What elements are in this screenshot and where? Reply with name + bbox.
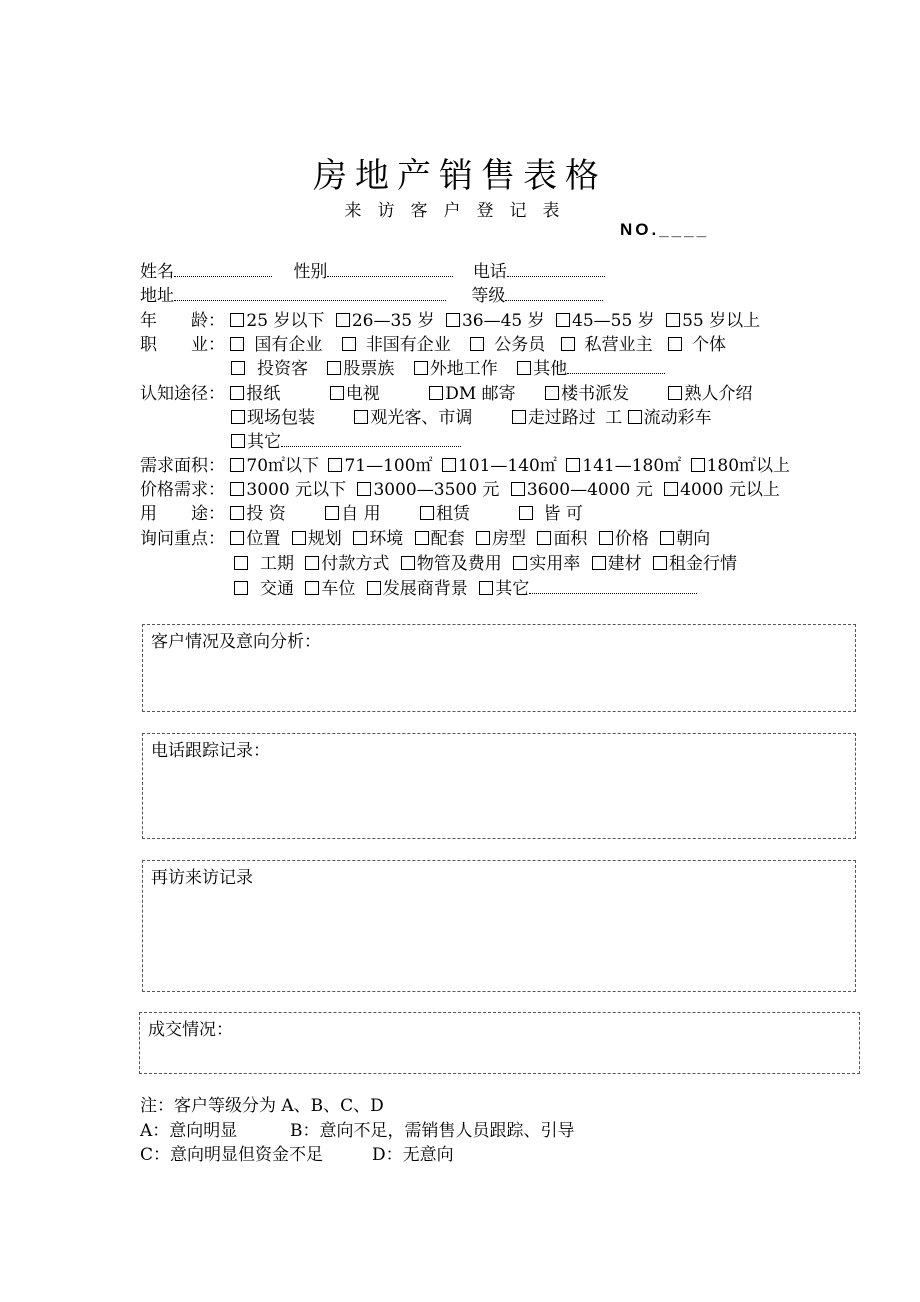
checkbox[interactable] <box>664 482 678 496</box>
concern-option[interactable]: 实用率 <box>513 552 580 576</box>
checkbox[interactable] <box>479 581 493 595</box>
occupation-option[interactable]: 外地工作 <box>414 357 498 381</box>
checkbox[interactable] <box>357 482 371 496</box>
checkbox[interactable] <box>230 531 244 545</box>
form-number: NO.____ <box>620 220 710 239</box>
checkbox[interactable] <box>230 458 244 472</box>
occupation-row-1 <box>140 333 732 357</box>
checkbox[interactable] <box>556 313 570 327</box>
area-option[interactable]: 141—180㎡ <box>566 454 681 478</box>
form-title: 房地产销售表格 <box>313 156 607 196</box>
analysis-label: 客户情况及意向分析： <box>151 632 321 652</box>
concern-option[interactable]: 建材 <box>592 552 642 576</box>
form-subtitle: 来访客户登记表 <box>344 201 576 221</box>
checkbox[interactable] <box>599 531 613 545</box>
checkbox[interactable] <box>230 386 244 400</box>
deal-box[interactable] <box>139 1012 860 1074</box>
concern-option[interactable]: 工期 <box>234 552 294 576</box>
checkbox[interactable] <box>230 482 244 496</box>
price-option[interactable]: 3000—3500 元 <box>357 478 499 502</box>
purpose-label: 用 途： <box>140 504 225 524</box>
address-row <box>140 284 603 308</box>
area-option[interactable]: 71—100㎡ <box>328 454 432 478</box>
concern-option[interactable]: 物管及费用 <box>401 552 502 576</box>
area-row <box>140 454 796 478</box>
area-option[interactable]: 70㎡以下 <box>230 454 319 478</box>
checkbox[interactable] <box>327 361 341 375</box>
price-row <box>140 478 786 502</box>
checkbox[interactable] <box>668 337 682 351</box>
checkbox[interactable] <box>668 386 682 400</box>
phone-label: 电话 <box>472 262 507 282</box>
awareness-option[interactable]: 电视 <box>330 382 380 406</box>
concern-option[interactable]: 面积 <box>537 527 587 551</box>
age-row <box>140 309 766 333</box>
analysis-box[interactable] <box>142 624 856 712</box>
concern-option[interactable]: 环境 <box>353 527 403 551</box>
checkbox[interactable] <box>414 361 428 375</box>
checkbox[interactable] <box>325 506 339 520</box>
note-grade-d: D：无意向 <box>372 1145 454 1165</box>
awareness-option[interactable]: DM 邮寄 <box>429 382 515 406</box>
concern-option[interactable]: 配套 <box>415 527 465 551</box>
purpose-option[interactable]: 投 资 <box>230 502 285 526</box>
grade-field[interactable] <box>505 286 603 301</box>
awareness-row-3 <box>231 430 467 454</box>
checkbox[interactable] <box>628 410 642 424</box>
address-label: 地址 <box>140 286 174 306</box>
concern-option[interactable]: 位置 <box>230 527 280 551</box>
address-field[interactable] <box>174 286 446 301</box>
occupation-option[interactable]: 其他 <box>517 357 665 381</box>
checkbox[interactable] <box>470 337 484 351</box>
name-label: 姓名 <box>140 262 174 282</box>
checkbox[interactable] <box>330 386 344 400</box>
checkbox[interactable] <box>354 410 368 424</box>
checkbox[interactable] <box>231 361 245 375</box>
checkbox[interactable] <box>230 337 244 351</box>
concern-option[interactable]: 其它 <box>479 577 697 601</box>
concerns-label: 询问重点： <box>140 529 225 549</box>
concern-option[interactable]: 发展商背景 <box>367 577 468 601</box>
age-label: 年 龄： <box>140 311 225 331</box>
checkbox[interactable] <box>305 581 319 595</box>
age-option[interactable]: 26—35 岁 <box>336 309 435 333</box>
concern-option[interactable]: 车位 <box>305 577 355 601</box>
occupation-row-2 <box>231 357 671 381</box>
awareness-other-field[interactable] <box>281 432 461 447</box>
concern-option[interactable]: 交通 <box>234 577 294 601</box>
checkbox[interactable] <box>292 531 306 545</box>
checkbox[interactable] <box>353 531 367 545</box>
concern-option[interactable]: 价格 <box>599 527 649 551</box>
purpose-option[interactable]: 租赁 <box>420 502 470 526</box>
name-field[interactable] <box>174 262 272 277</box>
checkbox[interactable] <box>367 581 381 595</box>
checkbox[interactable] <box>653 556 667 570</box>
checkbox[interactable] <box>234 581 248 595</box>
awareness-option[interactable]: 现场包装 <box>231 406 315 430</box>
note-grade-b: B：意向不足，需销售人员跟踪、引导 <box>290 1121 575 1141</box>
occupation-option[interactable]: 投资客 <box>231 357 308 381</box>
revisit-label: 再访来访记录 <box>151 868 253 888</box>
checkbox[interactable] <box>231 434 245 448</box>
occupation-label: 职 业： <box>140 335 225 355</box>
checkbox[interactable] <box>660 531 674 545</box>
awareness-option[interactable]: 走过路过 <box>512 406 596 430</box>
purpose-row <box>140 502 589 526</box>
concern-option[interactable]: 租金行情 <box>653 552 737 576</box>
age-option[interactable]: 36—45 岁 <box>446 309 545 333</box>
checkbox[interactable] <box>545 386 559 400</box>
awareness-row-1 <box>140 382 758 406</box>
age-option[interactable]: 55 岁以上 <box>666 309 760 333</box>
phone-tracking-label: 电话跟踪记录： <box>151 741 270 761</box>
checkbox[interactable] <box>429 386 443 400</box>
price-option[interactable]: 3600—4000 元 <box>511 478 653 502</box>
checkbox[interactable] <box>342 337 356 351</box>
occupation-option[interactable]: 私营业主 <box>561 333 653 357</box>
price-option[interactable]: 4000 元以上 <box>664 478 780 502</box>
concern-option[interactable]: 规划 <box>292 527 342 551</box>
concern-option[interactable]: 付款方式 <box>305 552 389 576</box>
price-label: 价格需求： <box>140 480 225 500</box>
concern-option[interactable]: 朝向 <box>660 527 710 551</box>
awareness-option-fragment: 工 <box>605 408 623 428</box>
purpose-option[interactable]: 自 用 <box>325 502 380 526</box>
checkbox[interactable] <box>442 458 456 472</box>
area-option[interactable]: 180㎡以上 <box>691 454 790 478</box>
note-grade-c: C：意向明显但资金不足 <box>140 1145 324 1165</box>
area-option[interactable]: 101—140㎡ <box>442 454 557 478</box>
checkbox[interactable] <box>566 458 580 472</box>
checkbox[interactable] <box>561 337 575 351</box>
phone-tracking-box[interactable] <box>142 733 856 839</box>
checkbox[interactable] <box>305 556 319 570</box>
checkbox[interactable] <box>691 458 705 472</box>
checkbox[interactable] <box>446 313 460 327</box>
checkbox[interactable] <box>230 506 244 520</box>
checkbox[interactable] <box>401 556 415 570</box>
checkbox[interactable] <box>328 458 342 472</box>
grade-label: 等级 <box>471 286 506 306</box>
occupation-option[interactable]: 公务员 <box>470 333 545 357</box>
checkbox[interactable] <box>513 556 527 570</box>
deal-label: 成交情况： <box>148 1020 233 1040</box>
checkbox[interactable] <box>592 556 606 570</box>
concern-option[interactable]: 房型 <box>476 527 526 551</box>
notes-header: 注：客户等级分为 A、B、C、D <box>140 1096 384 1116</box>
awareness-row-2 <box>231 406 718 430</box>
occupation-option[interactable]: 股票族 <box>327 357 394 381</box>
age-option[interactable]: 45—55 岁 <box>556 309 655 333</box>
checkbox[interactable] <box>666 313 680 327</box>
gender-field[interactable] <box>327 262 453 277</box>
checkbox[interactable] <box>537 531 551 545</box>
phone-field[interactable] <box>507 262 605 277</box>
checkbox[interactable] <box>512 410 526 424</box>
checkbox[interactable] <box>420 506 434 520</box>
occupation-option[interactable]: 国有企业 <box>230 333 322 357</box>
occupation-option[interactable]: 个体 <box>668 333 726 357</box>
checkbox[interactable] <box>517 361 531 375</box>
awareness-option[interactable]: 其它 <box>231 430 461 454</box>
gender-label: 性别 <box>293 262 328 282</box>
checkbox[interactable] <box>336 313 350 327</box>
basic-info-row <box>140 260 605 284</box>
purpose-option[interactable]: 皆 可 <box>519 502 582 526</box>
awareness-option[interactable]: 熟人介绍 <box>668 382 752 406</box>
occupation-other-field[interactable] <box>567 359 665 374</box>
checkbox[interactable] <box>231 410 245 424</box>
age-option[interactable]: 25 岁以下 <box>230 309 324 333</box>
awareness-option[interactable]: 流动彩车 <box>628 406 712 430</box>
awareness-label: 认知途径： <box>140 384 225 404</box>
checkbox[interactable] <box>415 531 429 545</box>
awareness-option[interactable]: 观光客、市调 <box>354 406 472 430</box>
note-grade-a: A：意向明显 <box>140 1121 238 1141</box>
concern-other-field[interactable] <box>529 579 697 594</box>
awareness-option[interactable]: 报纸 <box>230 382 280 406</box>
concerns-row-1 <box>140 527 716 551</box>
checkbox[interactable] <box>476 531 490 545</box>
area-label: 需求面积： <box>140 456 225 476</box>
occupation-option[interactable]: 非国有企业 <box>342 333 451 357</box>
checkbox[interactable] <box>230 313 244 327</box>
awareness-option[interactable]: 楼书派发 <box>545 382 629 406</box>
concerns-row-2 <box>234 552 743 576</box>
checkbox[interactable] <box>519 506 533 520</box>
concerns-row-3 <box>234 577 703 601</box>
revisit-box[interactable] <box>142 860 856 992</box>
price-option[interactable]: 3000 元以下 <box>230 478 346 502</box>
checkbox[interactable] <box>234 556 248 570</box>
checkbox[interactable] <box>511 482 525 496</box>
